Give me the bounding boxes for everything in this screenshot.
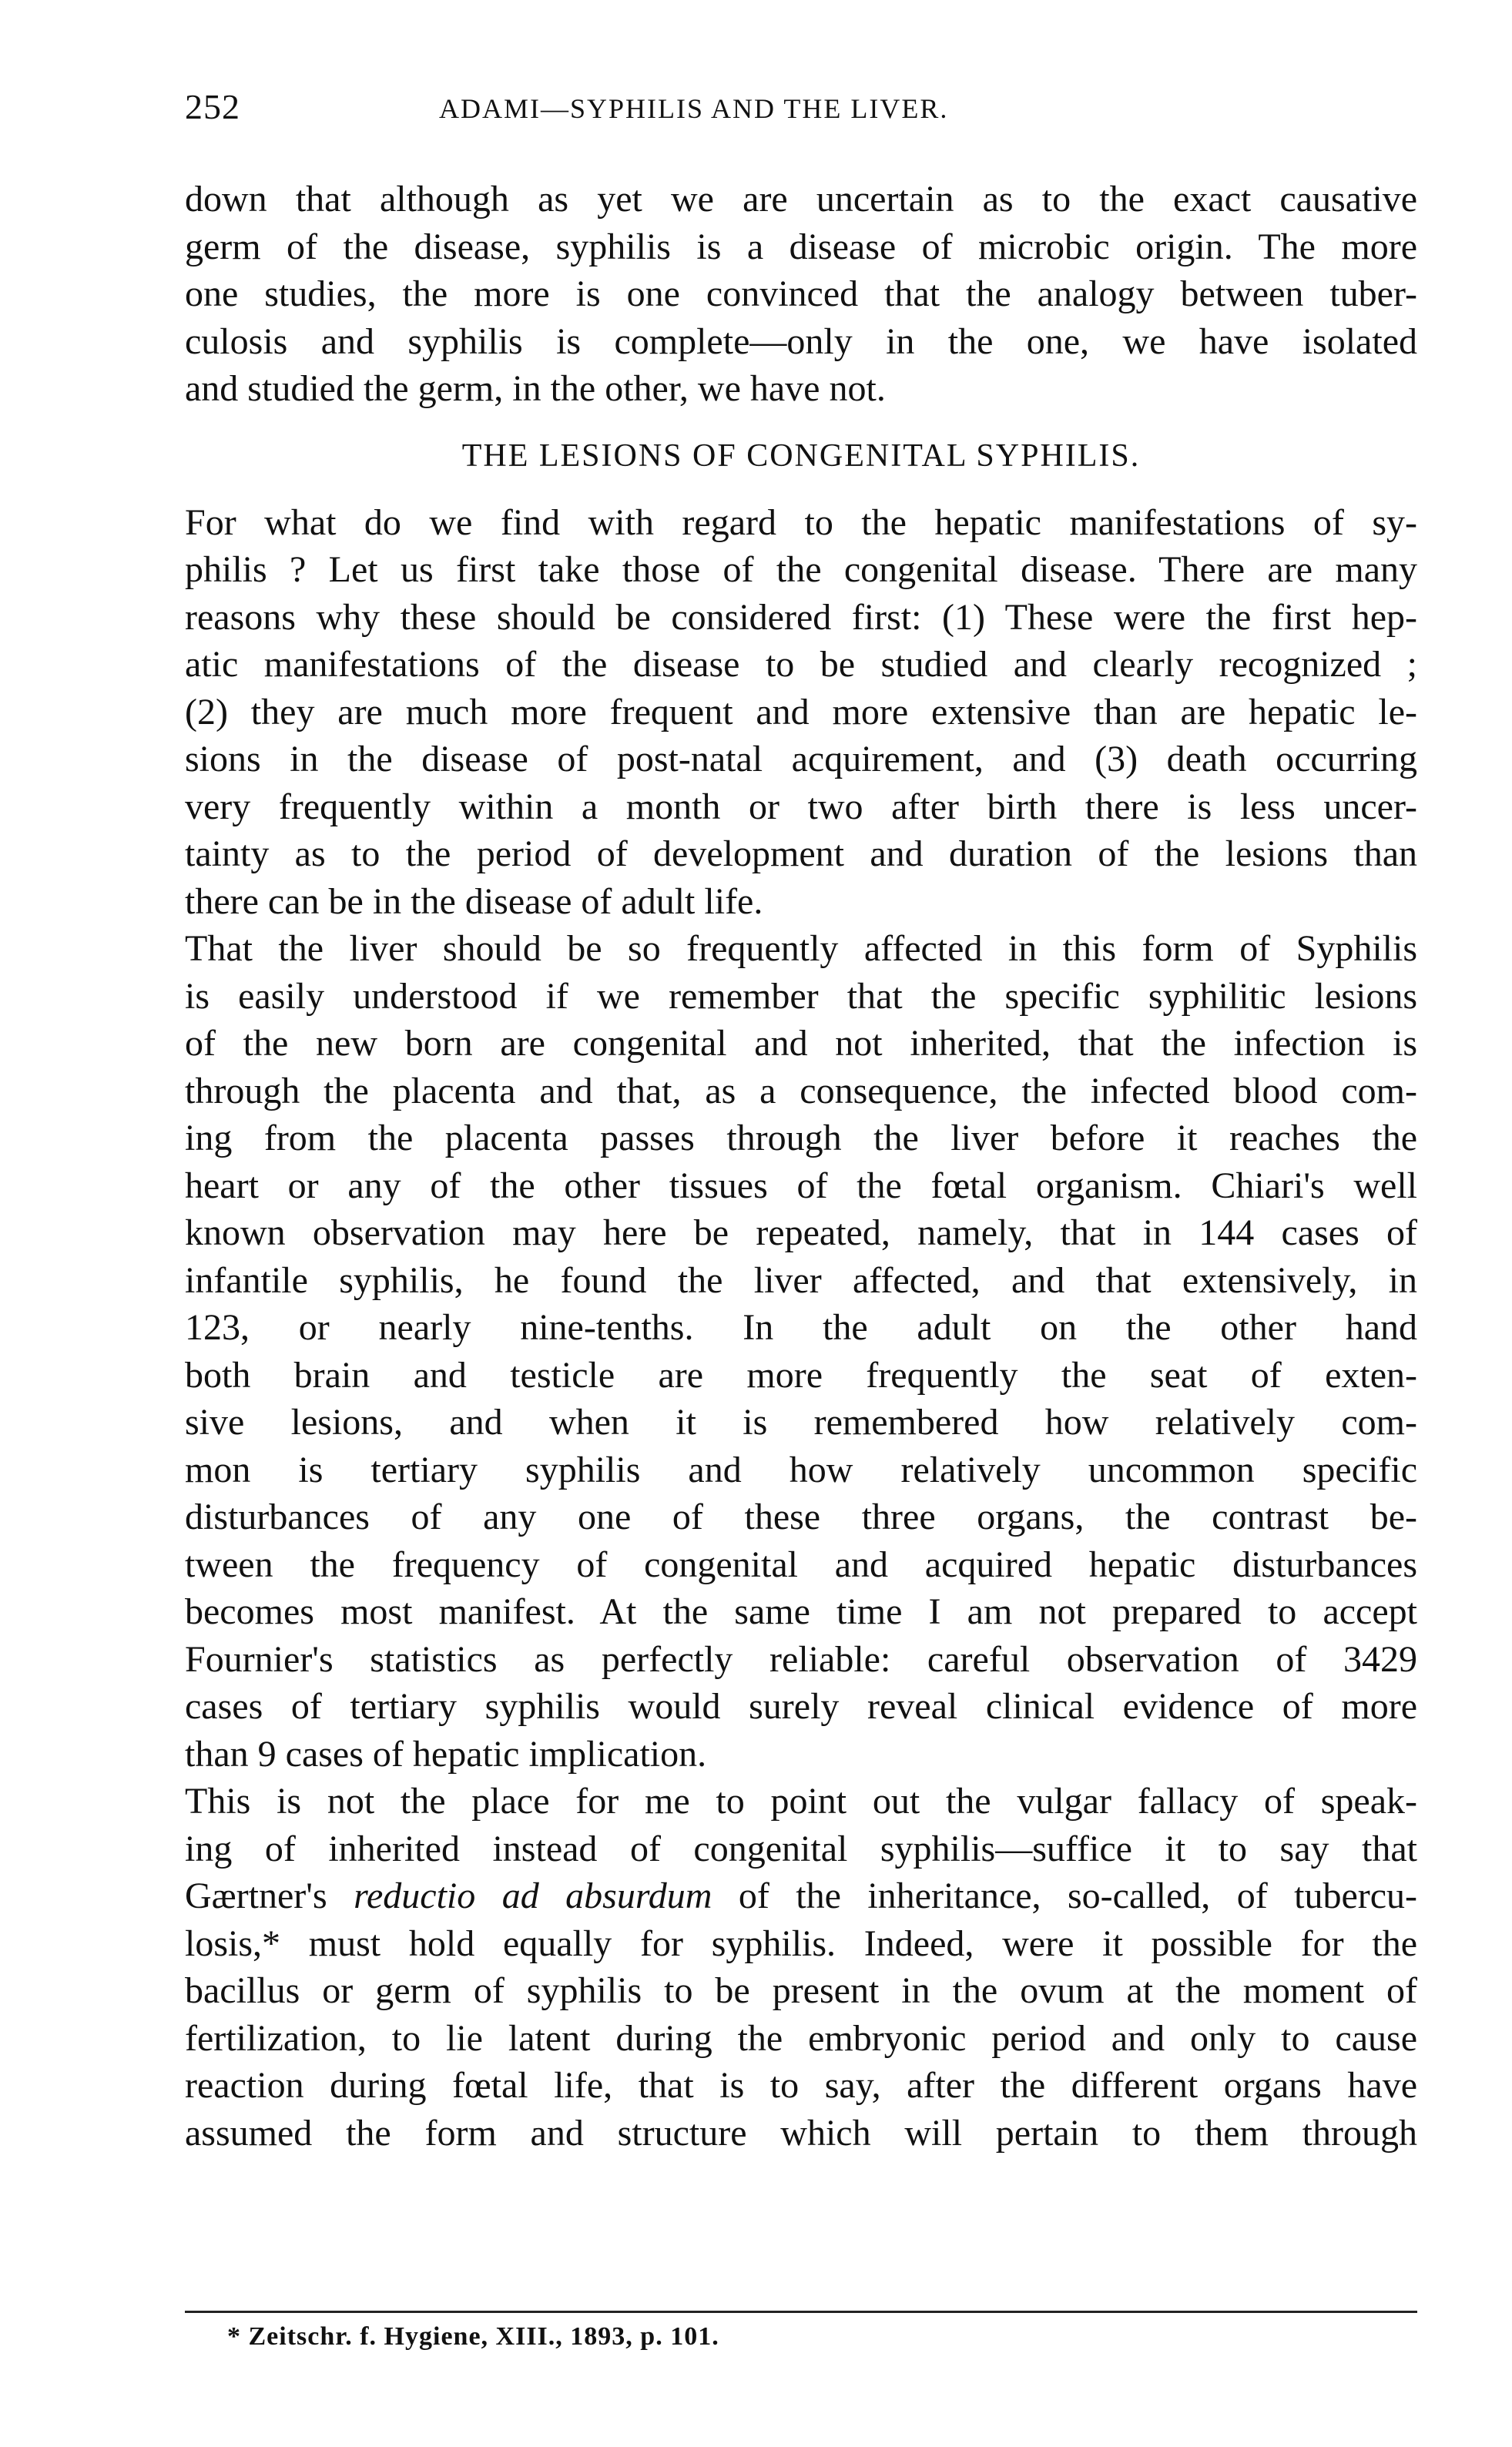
text-line: For what do we find with regard to the hepatic manifestations of sy- [185, 501, 1417, 543]
section-heading: THE LESIONS OF CONGENITAL SYPHILIS. [461, 437, 1141, 474]
text-line: germ of the disease, syphilis is a disease of microbic origin. The more [185, 226, 1417, 267]
text-line: heart or any of the other tissues of the fœtal organism. Chiari's well [185, 1165, 1417, 1206]
text-line: assumed the form and structure which will pertain to them through [185, 2112, 1417, 2154]
author-name: Gærtner's [185, 1875, 327, 1916]
text-line: sions in the disease of post-natal acquirement, and (3) death occurring [185, 739, 1417, 779]
text-line: one studies, the more is one convinced that the analogy between tuber- [185, 273, 1417, 314]
text-line: cases of tertiary syphilis would surely reveal clinical evidence of more [185, 1686, 1417, 1727]
text-line: infantile syphilis, he found the liver affected, and that extensively, in [185, 1259, 1417, 1301]
text-line: of the new born are congenital and not inherited, that the infection is [185, 1023, 1417, 1064]
text-line: tainty as to the period of development and duration of the lesions than [185, 833, 1417, 874]
text-line: known observation may here be repeated, namely, that in 144 cases of [185, 1212, 1417, 1253]
text-line: philis ? Let us first take those of the congenital disease. There are many [185, 549, 1417, 590]
text-line: ing of inherited instead of congenital syphilis—suffice it to say that [185, 1828, 1417, 1869]
text-line: culosis and syphilis is complete—only in the one, we have isolated [185, 320, 1417, 362]
text-line: mon is tertiary syphilis and how relatively uncommon specific [185, 1449, 1417, 1490]
text-line: reasons why these should be considered first: (1) These were the first hep- [185, 596, 1417, 638]
text-line: both brain and testicle are more frequently the seat of exten- [185, 1354, 1417, 1396]
body-text [185, 176, 1417, 2157]
latin-phrase: reductio ad absurdum [354, 1875, 712, 1916]
text-line: and studied the germ, in the other, we have not. [185, 368, 886, 409]
footnote: * Zeitschr. f. Hygiene, XIII., 1893, p. 101. [227, 2322, 719, 2351]
page-number: 252 [185, 87, 240, 126]
text-line: than 9 cases of hepatic implication. [185, 1733, 707, 1775]
text-line: is easily understood if we remember that the specific syphilitic lesions [185, 975, 1417, 1017]
text-line: fertilization, to lie latent during the embryonic period and only to cause [185, 2017, 1417, 2059]
running-title: ADAMI—SYPHILIS AND THE LIVER. [439, 93, 949, 124]
text-line: becomes most manifest. At the same time I am not prepared to accept [185, 1591, 1417, 1632]
text-line: 123, or nearly nine-tenths. In the adult on the other hand [185, 1307, 1417, 1348]
text-line: sive lesions, and when it is remembered how relatively com- [185, 1402, 1417, 1443]
footnote-rule [185, 2311, 1417, 2313]
text-line: tween the frequency of congenital and acquired hepatic disturbances [185, 1544, 1417, 1585]
text-line: reaction during fœtal life, that is to say, after the different organs have [185, 2065, 1417, 2106]
text-line: disturbances of any one of these three organs, the contrast be- [185, 1497, 1417, 1537]
text-line: very frequently within a month or two after birth there is less uncer- [185, 786, 1417, 827]
text-line: down that although as yet we are uncertain as to the exact causative [185, 179, 1417, 220]
running-head [185, 86, 1417, 140]
text-line: This is not the place for me to point out the vulgar fallacy of speak- [185, 1781, 1417, 1822]
text-line: bacillus or germ of syphilis to be present in the ovum at the moment of [185, 1970, 1417, 2011]
text-line: Fournier's statistics as perfectly reliable: careful observation of 3429 [185, 1638, 1417, 1680]
text-line: there can be in the disease of adult life. [185, 880, 763, 922]
line-continuation: of the inheritance, so-called, of tubercu- [738, 1875, 1418, 1916]
text-line: atic manifestations of the disease to be studied and clearly recognized ; [185, 644, 1417, 685]
text-line [185, 1872, 1417, 1920]
text-line: That the liver should be so frequently affected in this form of Syphilis [185, 928, 1417, 969]
text-line: losis,* must hold equally for syphilis. Indeed, were it possible for the [185, 1922, 1417, 1964]
text-line: through the placenta and that, as a consequence, the infected blood com- [185, 1070, 1417, 1111]
text-line: (2) they are much more frequent and more extensive than are hepatic le- [185, 691, 1417, 732]
text-line: ing from the placenta passes through the liver before it reaches the [185, 1118, 1417, 1158]
